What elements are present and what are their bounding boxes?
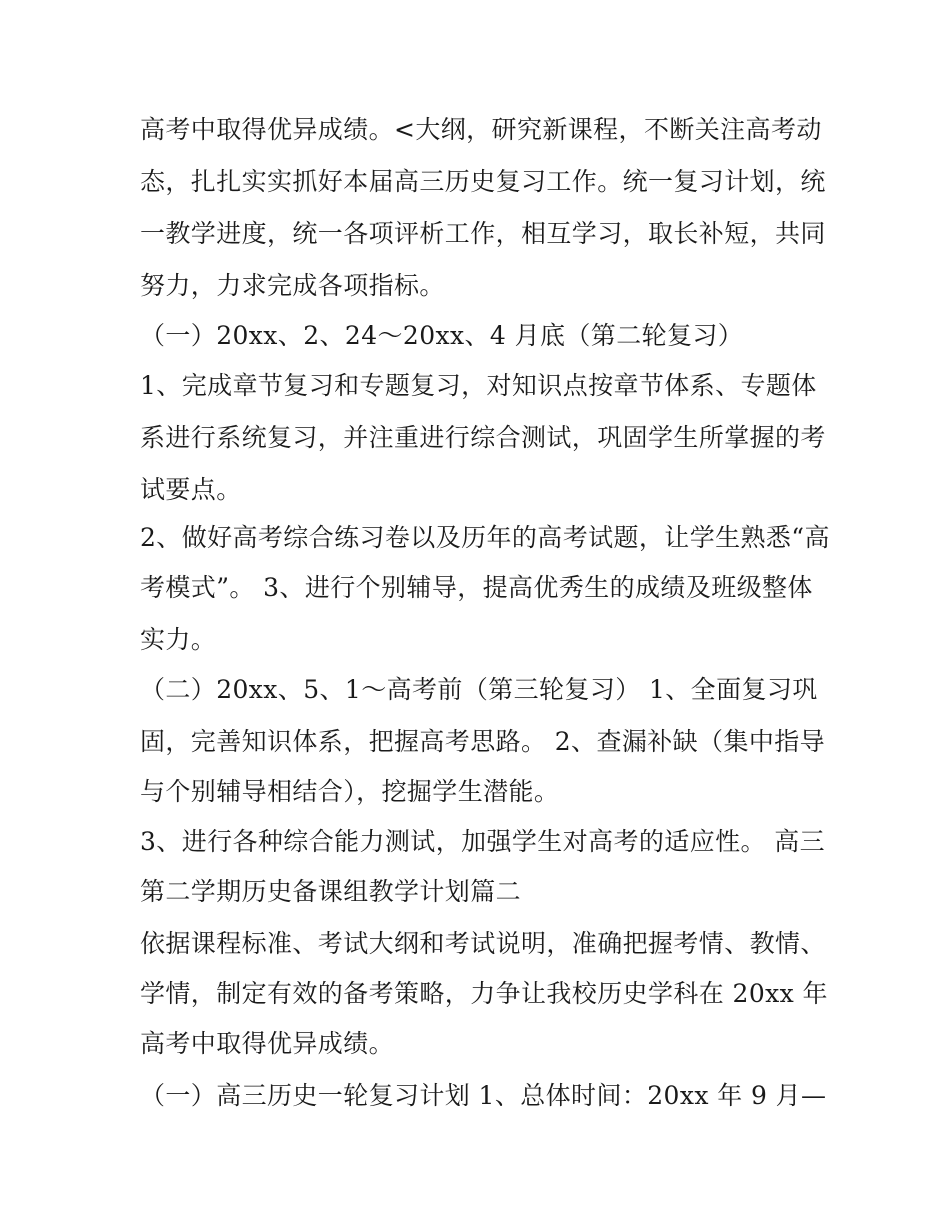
- text-line: 学情，制定有效的备考策略，力争让我校历史学科在 20xx 年: [140, 979, 828, 1008]
- text-line: 3、进行各种综合能力测试，加强学生对高考的适应性。 高三: [140, 827, 826, 856]
- text-line: 努力，力求完成各项指标。: [140, 271, 445, 300]
- text-line: 系进行系统复习，并注重进行综合测试，巩固学生所掌握的考: [140, 423, 826, 452]
- text-line: 高考中取得优异成绩。: [140, 1029, 395, 1058]
- section-heading: （二）20xx、5、1～高考前（第三轮复习） 1、全面复习巩: [140, 675, 818, 704]
- text-line: 1、完成章节复习和专题复习，对知识点按章节体系、专题体: [140, 371, 817, 400]
- text-line: 与个别辅导相结合），挖掘学生潜能。: [140, 777, 560, 806]
- section-heading: （一）高三历史一轮复习计划 1、总体时间：20xx 年 9 月—: [140, 1081, 827, 1110]
- text-line: 一教学进度，统一各项评析工作，相互学习，取长补短，共同: [140, 219, 826, 248]
- text-line: 试要点。: [140, 475, 242, 504]
- text-line: 2、做好高考综合练习卷以及历年的高考试题，让学生熟悉“高: [140, 523, 830, 552]
- text-line: 实力。: [140, 625, 217, 654]
- text-line: 态，扎扎实实抓好本届高三历史复习工作。统一复习计划，统: [140, 167, 826, 196]
- text-line: 考模式”。 3、进行个别辅导，提高优秀生的成绩及班级整体: [140, 573, 813, 602]
- text-line: 固，完善知识体系，把握高考思路。 2、查漏补缺（集中指导: [140, 727, 826, 756]
- text-line: 第二学期历史备课组教学计划篇二: [140, 877, 522, 906]
- section-heading: （一）20xx、2、24～20xx、4 月底（第二轮复习）: [140, 321, 744, 350]
- text-line: 高考中取得优异成绩。<大纲，研究新课程，不断关注高考动: [140, 115, 822, 144]
- text-line: 依据课程标准、考试大纲和考试说明，准确把握考情、教情、: [140, 929, 826, 958]
